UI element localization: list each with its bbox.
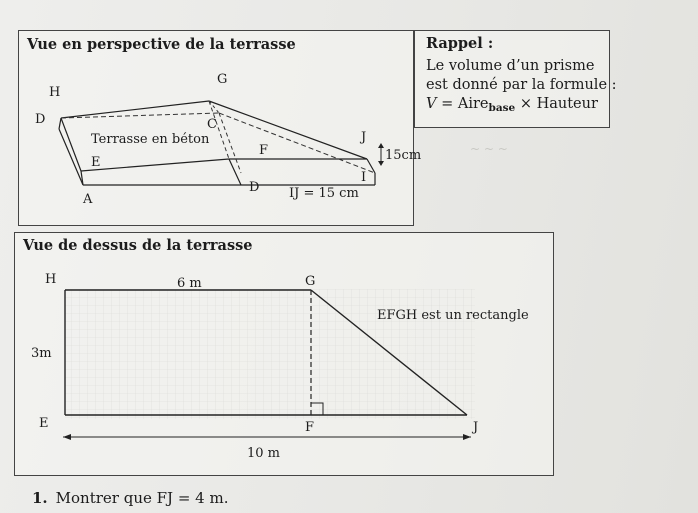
- top-label-G: G: [305, 274, 316, 289]
- ij-label: IJ = 15 cm: [289, 186, 359, 201]
- formula-eq: = Aire: [436, 96, 489, 112]
- question-text: Montrer que FJ = 4 m.: [55, 489, 229, 507]
- label-D: D: [35, 112, 46, 127]
- label-C: C: [207, 117, 217, 132]
- perspective-drawing: [19, 31, 422, 227]
- slab-label: Terrasse en béton: [91, 132, 210, 147]
- question-number: 1.: [32, 489, 48, 507]
- hg-length: 6 m: [177, 276, 202, 291]
- formula-rest: × Hauteur: [515, 96, 598, 112]
- label-F: F: [259, 143, 269, 158]
- label-A: A: [83, 192, 93, 207]
- label-D-front: D: [249, 180, 260, 195]
- top-view-drawing: [15, 233, 555, 477]
- perspective-panel: [18, 30, 422, 226]
- label-J: J: [361, 130, 367, 145]
- label-E: E: [91, 155, 101, 170]
- label-G: G: [217, 72, 228, 87]
- top-label-H: H: [45, 272, 57, 287]
- question-1: [32, 489, 228, 507]
- ej-length: 10 m: [247, 446, 281, 461]
- he-length: 3m: [31, 346, 52, 361]
- label-I: I: [361, 170, 367, 185]
- perspective-title: Vue en perspective de la terrasse: [27, 36, 296, 53]
- thickness-label: 15cm: [385, 148, 422, 163]
- label-H: H: [49, 85, 61, 100]
- formula-sub: base: [488, 102, 516, 114]
- rappel-line-2: est donné par la formule :: [426, 77, 617, 93]
- top-view-title: Vue de dessus de la terrasse: [23, 237, 253, 254]
- top-label-F: F: [305, 420, 315, 435]
- top-label-E: E: [39, 416, 49, 431]
- bleed-through-text: ~ ~ ~: [470, 142, 508, 156]
- top-view-panel: [14, 232, 554, 476]
- top-label-J: J: [473, 420, 479, 435]
- efgh-note: EFGH est un rectangle: [377, 308, 529, 323]
- formula-v: V: [426, 96, 437, 112]
- rappel-formula: [426, 96, 598, 114]
- rappel-line-1: Le volume d’un prisme: [426, 58, 595, 74]
- rappel-title: Rappel :: [426, 35, 494, 52]
